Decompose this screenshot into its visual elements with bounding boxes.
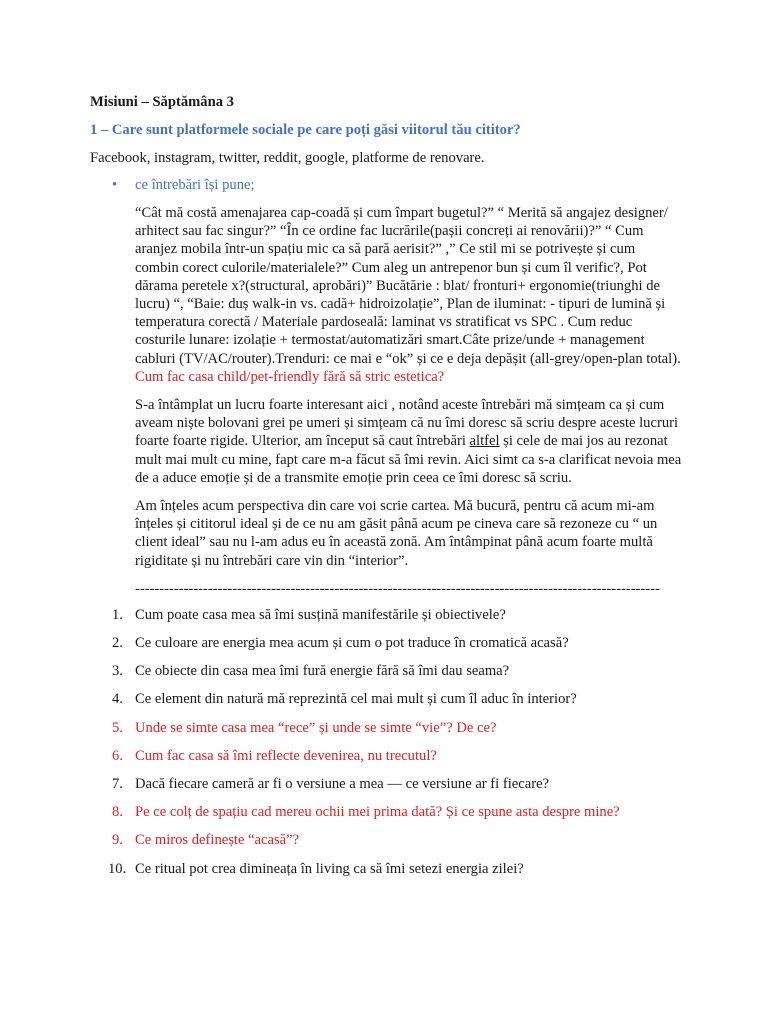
list-text: Cum fac casa să îmi reflecte devenirea, nu trecutul? — [135, 747, 437, 764]
list-item — [90, 689, 682, 709]
list-item — [90, 661, 682, 681]
list-item — [90, 633, 682, 653]
list-text: Unde se simte casa mea “rece” și unde se simte “vie”? De ce? — [135, 719, 497, 736]
bullet-text: ce întrebări își pune; — [135, 177, 255, 193]
section-heading: 1 – Care sunt platformele sociale pe care poți găsi viitorul tău cititor? — [90, 122, 521, 138]
list-text: Ce culoare are energia mea acum și cum o pot traduce în cromatică acasă? — [135, 635, 569, 652]
list-number: 8. — [112, 804, 123, 821]
list-number: 3. — [112, 663, 123, 680]
list-item — [90, 830, 682, 850]
list-text: Ce obiecte din casa mea îmi fură energie fără să îmi dau seama? — [135, 663, 510, 680]
list-number: 5. — [112, 719, 123, 736]
list-text: Dacă fiecare cameră ar fi o versiune a mea — ce versiune ar fi fiecare? — [135, 775, 550, 792]
platforms-paragraph: Facebook, instagram, twitter, reddit, google, platforme de renovare. — [90, 150, 485, 166]
list-text: Pe ce colț de spațiu cad mereu ochii mei prima dată? Și ce spune asta despre mine? — [135, 804, 620, 821]
list-text: Ce element din natură mă reprezintă cel mai mult și cum îl aduc în interior? — [135, 691, 577, 708]
bullet-dot-icon: • — [112, 177, 118, 193]
list-number: 6. — [112, 747, 123, 764]
reader-questions-text: “Cât mă costă amenajarea cap-coadă și cum împart bugetul?” “ Merită să angajez designer/ arhitect sau fac singur?” “În ce ordine fac lucrările(pașii concreți ai renovării)?” “ Cum aranjez mobila într-un spațiu mic ca să pară aerisit?” ,” Ce stil mi se potrivește și cum combin corect culorile/materialele?” Cum aleg un antrepenor bun și cum îl verific?, Pot dărama peretele x?(structural, aprobări)” Bucătărie : blat/ fronturi+ ergonomie(triunghi de lucru) “, “Baie: duș walk-in vs. cadă+ hidroizolație”, Plan de iluminat: - tipuri de lumină și temperatura corectă / Materiale pardoseală: laminat vs stratificat vs SPC . Cum reduc costurile lunare: izolație + termostat/automatizări smart.Câte prize/unde + management cabluri (TV/AC/router).Trenduri: ce mai e “ok” și ce e deja depășit (all-grey/open-plan total). — [135, 205, 681, 367]
list-item — [90, 718, 682, 738]
list-number: 2. — [112, 635, 123, 652]
reflection-paragraph-2: Am înțeles acum perspectiva din care voi scrie cartea. Mă bucură, pentru că acum mi-am înțeles și cititorul ideal și de ce nu am găsit până acum pe cineva care să rezoneze cu “ un client ideal” sau nu l-am adus eu în această zonă. Am întâmpinat până acum foarte multă rigiditate și nu întrebări care vin din “interior”. — [135, 498, 658, 569]
list-number: 1. — [112, 606, 123, 623]
reflection-paragraph-1 — [135, 396, 682, 487]
list-text: Ce miros definește “acasă”? — [135, 832, 300, 849]
list-text: Ce ritual pot crea dimineața în living ca să îmi setezi energia zilei? — [135, 860, 524, 877]
numbered-list — [90, 605, 682, 879]
list-item — [90, 746, 682, 766]
reflection-1-underlined: altfel — [469, 433, 500, 450]
list-text: Cum poate casa mea să îmi susțină manifestările și obiectivele? — [135, 606, 506, 623]
list-number: 7. — [112, 775, 123, 792]
list-number: 9. — [112, 832, 123, 849]
document-title: Misiuni – Săptămâna 3 — [90, 94, 234, 110]
list-number: 10. — [108, 860, 127, 877]
list-number: 4. — [112, 691, 123, 708]
list-item — [90, 605, 682, 625]
reflection-1-before: S-a întâmplat un lucru foarte interesant aici , notând aceste întrebări mă simțeam ca și cum aveam niște bolovani grei pe umeri și simțeam că nu îmi doresc să scriu despre aceste lucruri foarte foarte rigide. Ulterior, am început să caut întrebări — [135, 397, 679, 450]
reader-questions-highlight: Cum fac casa child/pet-friendly fără să stric estetica? — [135, 368, 445, 385]
reader-questions-paragraph — [135, 204, 682, 386]
list-item — [90, 774, 682, 794]
list-item — [90, 802, 682, 822]
document-page — [90, 91, 682, 887]
reflection-1-after: și cele de mai jos au rezonat mult mai mult cu mine, fapt care m-a făcut să îmi revin. Aici simt ca s-a clarificat nevoia mea de a aduce emoție și de a transmite emoție prin ceea ce îmi doresc să scriu. — [135, 433, 682, 486]
dashed-separator: ------------------------------------------------------------------------------------------------------------ — [135, 580, 660, 597]
bullet-item — [90, 175, 682, 196]
list-item — [90, 859, 682, 879]
